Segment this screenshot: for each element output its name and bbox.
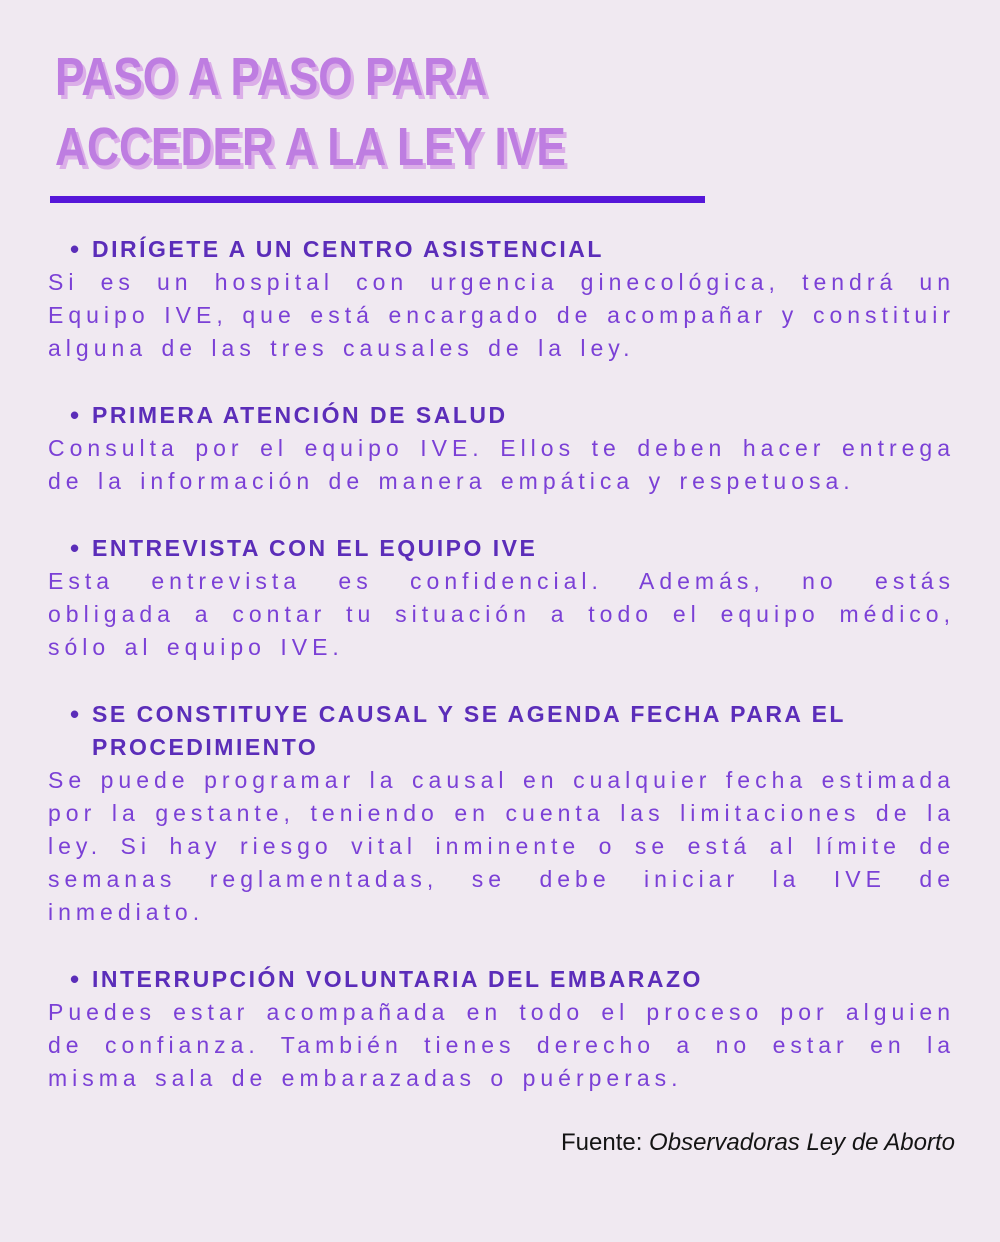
step-item-2 [48,399,955,498]
step-heading [48,532,955,565]
step-body: Esta entrevista es confidencial. Además, no estás obligada a contar tu situación a todo el equipo médico, sólo al equipo IVE. [48,568,955,660]
step-heading [48,233,955,266]
step-heading-text: SE CONSTITUYE CAUSAL Y SE AGENDA FECHA PARA EL PROCEDIMIENTO [92,701,846,760]
step-body: Se puede programar la causal en cualquier fecha estimada por la gestante, teniendo en cuenta las limitaciones de la ley. Si hay riesgo vital inminente o se está al límite de semanas reglamentadas, se debe iniciar la IVE de inmediato. [48,767,955,925]
step-item-4 [48,698,955,929]
bullet-icon: • [70,533,80,563]
page-title-line-2: ACCEDER A LA LEY IVE [55,117,566,177]
step-heading [48,698,955,764]
source-attribution [0,1129,955,1157]
bullet-icon: • [70,234,80,264]
steps-list [0,233,1000,1095]
bullet-icon: • [70,400,80,430]
step-body: Puedes estar acompañada en todo el proceso por alguien de confianza. También tienes derecho a no estar en la misma sala de embarazadas o puérperas. [48,999,955,1091]
page-title [55,42,1000,182]
page-title-line-1: PASO A PASO PARA [55,47,488,107]
ive-law-infographic [0,42,1000,1242]
step-item-5 [48,963,955,1095]
step-heading-text: ENTREVISTA CON EL EQUIPO IVE [92,535,538,561]
title-underline-divider [50,196,705,203]
step-item-3 [48,532,955,664]
step-item-1 [48,233,955,365]
bullet-icon: • [70,699,80,729]
step-heading [48,963,955,996]
source-name: Observadoras Ley de Aborto [649,1129,955,1156]
step-heading-text: DIRÍGETE A UN CENTRO ASISTENCIAL [92,236,604,262]
step-heading [48,399,955,432]
step-heading-text: INTERRUPCIÓN VOLUNTARIA DEL EMBARAZO [92,966,703,992]
bullet-icon: • [70,964,80,994]
step-body: Si es un hospital con urgencia ginecológica, tendrá un Equipo IVE, que está encargado de acompañar y constituir alguna de las tres causales de la ley. [48,269,955,361]
step-heading-text: PRIMERA ATENCIÓN DE SALUD [92,402,508,428]
step-body: Consulta por el equipo IVE. Ellos te deben hacer entrega de la información de manera empática y respetuosa. [48,435,955,494]
source-label: Fuente: [560,1129,650,1156]
